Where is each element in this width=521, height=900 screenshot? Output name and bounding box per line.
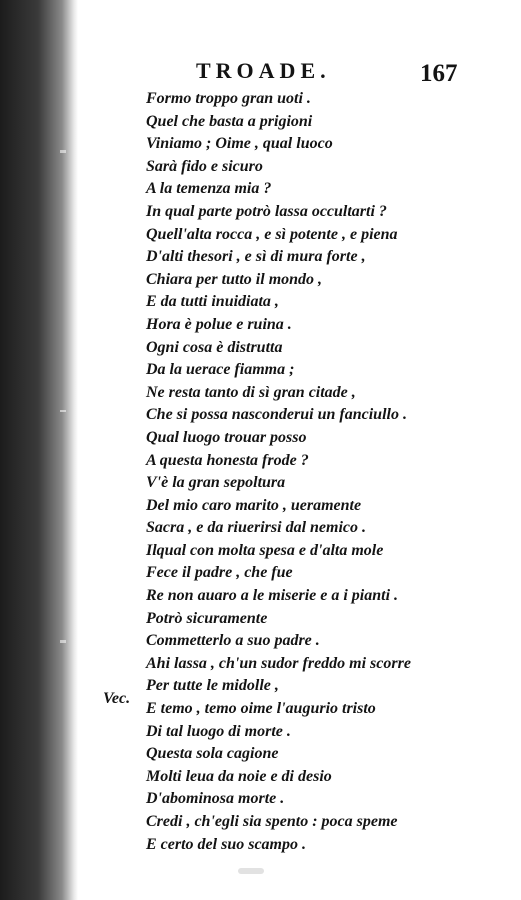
- verse-line: In qual parte potrò lassa occultarti ?: [146, 202, 387, 220]
- ink-smudge: [238, 868, 264, 874]
- verse-line: E temo , temo oime l'augurio tristo: [146, 700, 376, 718]
- verse-line: Chiara per tutto il mondo ,: [146, 270, 323, 288]
- verse-line: Quel che basta a prigioni: [146, 112, 313, 130]
- verse-line: D'alti thesori , e sì di mura forte ,: [146, 248, 366, 266]
- verse-line: Che si possa nasconderui un fanciullo .: [146, 406, 407, 424]
- verse-line: D'abominosa morte .: [146, 790, 285, 808]
- verse-line: Del mio caro marito , ueramente: [146, 496, 362, 514]
- verse-line: Formo troppo gran uoti .: [146, 90, 311, 107]
- verse-line: Quell'alta rocca , e sì potente , e piena: [146, 225, 398, 243]
- verse-line: Sarà fido e sicuro: [146, 157, 263, 175]
- verse-line: Di tal luogo di morte .: [146, 722, 291, 740]
- verse-line: Ogni cosa è distrutta: [146, 338, 283, 356]
- verse-line: Fece il padre , che fue: [146, 564, 293, 582]
- verse-line: Molti leua da noie e di desio: [146, 767, 332, 785]
- verse-line: A questa honesta frode ?: [146, 451, 309, 469]
- verse-list: [146, 88, 518, 856]
- gutter-speck: [60, 640, 66, 643]
- verse-line: Hora è polue e ruina .: [146, 315, 292, 333]
- speaker-label: Vec.: [103, 690, 131, 707]
- verse-line: V'è la gran sepoltura: [146, 474, 286, 492]
- verse-line: Per tutte le midolle ,: [146, 677, 279, 695]
- gutter-speck: [60, 150, 66, 153]
- verse-line: Commetterlo a suo padre .: [146, 632, 320, 650]
- verse-line: E da tutti inuidiata ,: [146, 293, 279, 311]
- verse-line: Qual luogo trouar posso: [146, 428, 307, 446]
- verse-line: Ilqual con molta spesa e d'alta mole: [146, 541, 384, 559]
- running-head: TROADE.: [196, 58, 331, 83]
- verse-line: Viniamo ; Oime , qual luoco: [146, 135, 333, 153]
- verse-line: Credi , ch'egli sia spento : poca speme: [146, 813, 398, 830]
- verse-line: Da la uerace fiamma ;: [146, 361, 295, 379]
- verse-line: Questa sola cagione: [146, 745, 279, 763]
- page-number: 167: [420, 60, 458, 87]
- verse-line: E certo del suo scampo .: [146, 835, 306, 853]
- page-gutter: [0, 0, 78, 900]
- verse-line: Re non auaro a le miserie e a i pianti .: [146, 587, 399, 605]
- verse-line: Sacra , e da riuerirsi dal nemico .: [146, 519, 367, 537]
- verse-line: Potrò sicuramente: [146, 609, 268, 627]
- verse-line: A la temenza mia ?: [146, 180, 272, 198]
- gutter-speck: [60, 410, 66, 412]
- verse-line: Ahi lassa , ch'un sudor freddo mi scorre: [146, 654, 411, 672]
- verse-line: Ne resta tanto di sì gran citade ,: [146, 383, 356, 401]
